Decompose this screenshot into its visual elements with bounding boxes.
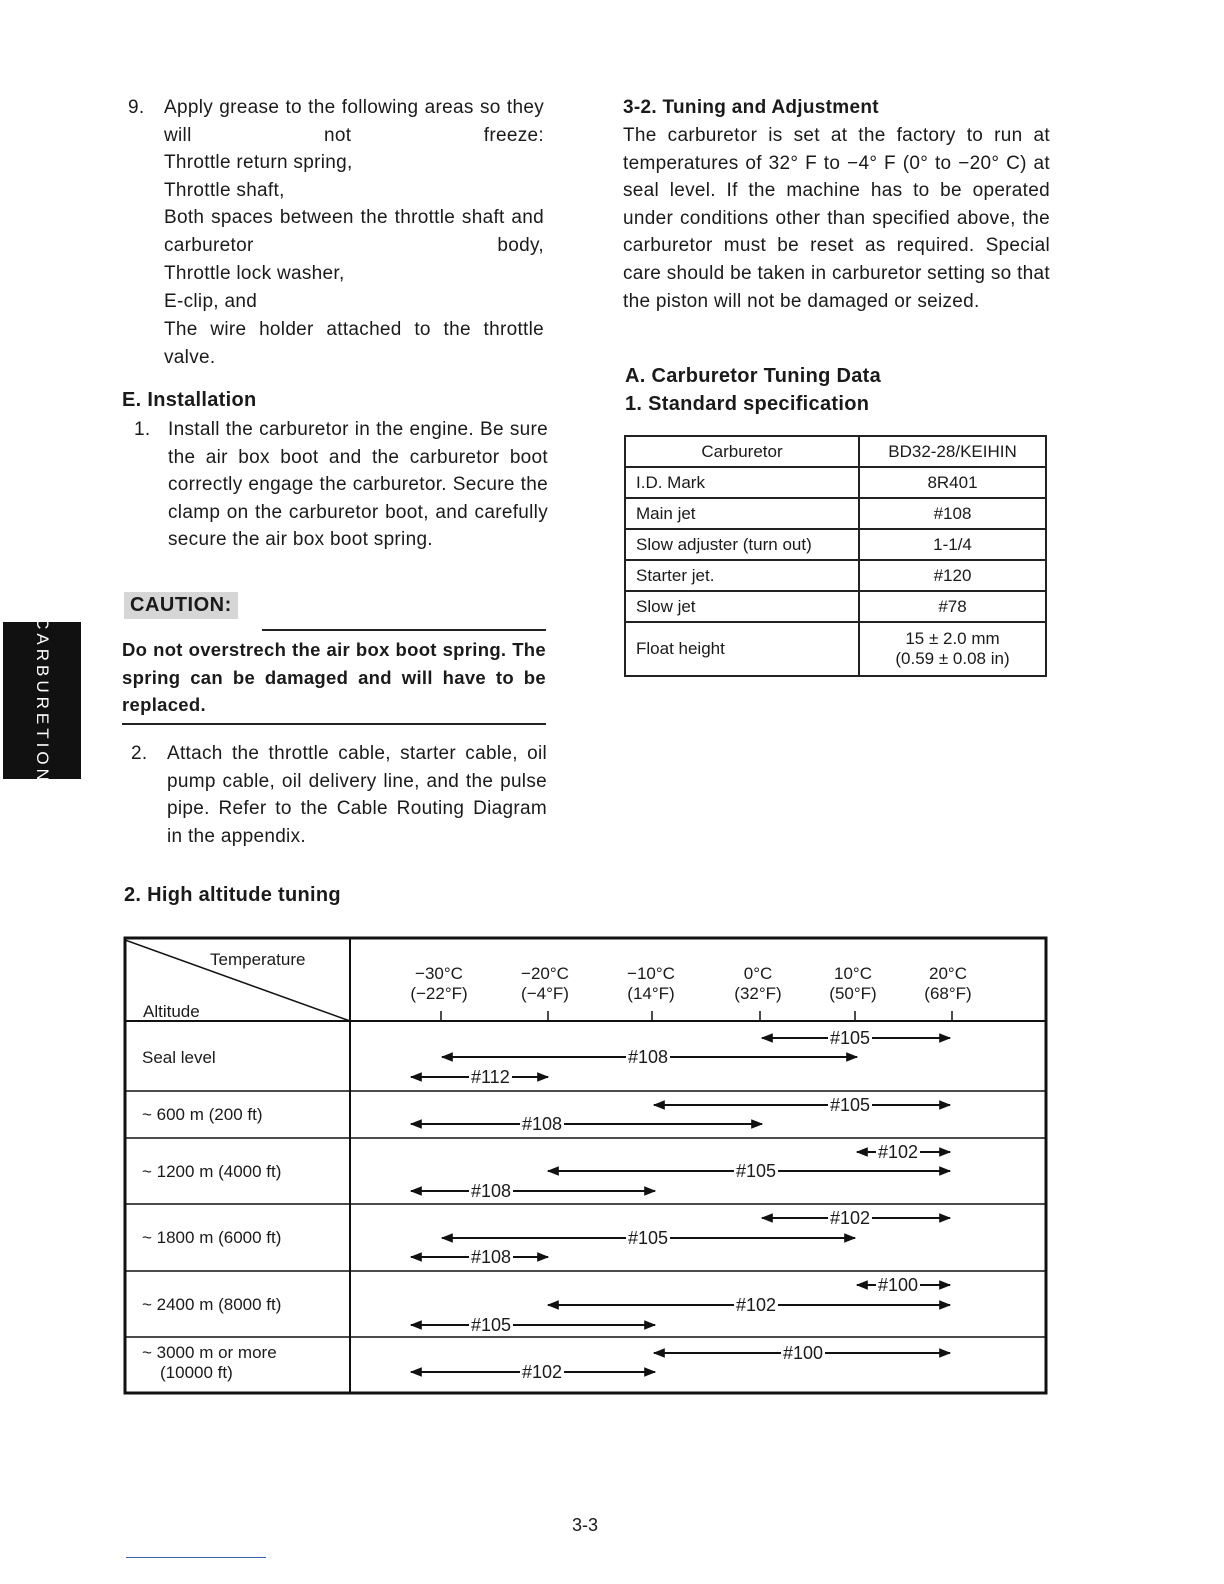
spec-label: Float height — [625, 622, 859, 676]
install-step-2-number: 2. — [131, 743, 148, 764]
jet-label: #102 — [522, 1362, 563, 1382]
spec-label: Slow jet — [625, 591, 859, 622]
altitude-label: ~ 1200 m (4000 ft) — [142, 1162, 282, 1181]
spec-value: 1-1/4 — [859, 529, 1046, 560]
high-altitude-heading: 2. High altitude tuning — [124, 884, 341, 906]
grease-item: Both spaces between the throttle shaft and carburetor body, — [164, 207, 544, 256]
temp-header — [611, 964, 691, 1004]
temp-celsius: 20°C — [929, 964, 967, 983]
temp-fahrenheit: (50°F) — [829, 984, 877, 1003]
altitude-label-line: ~ 3000 m or more — [142, 1343, 277, 1362]
footer-rule — [126, 1557, 266, 1558]
grease-item: E-clip, and — [164, 291, 258, 312]
spec-value: 15 ± 2.0 mm — [905, 629, 1000, 648]
temp-fahrenheit: (32°F) — [734, 984, 782, 1003]
jet-label: #102 — [736, 1295, 777, 1315]
corner-altitude-label: Altitude — [143, 1002, 200, 1021]
jet-label: #105 — [830, 1095, 871, 1115]
spec-value: #108 — [859, 498, 1046, 529]
jet-label: #112 — [471, 1067, 510, 1087]
temp-celsius: −20°C — [521, 964, 569, 983]
jet-label: #102 — [878, 1142, 919, 1162]
spec-value: #120 — [859, 560, 1046, 591]
spec-label: Starter jet. — [625, 560, 859, 591]
temp-fahrenheit: (−4°F) — [521, 984, 569, 1003]
jet-label: #108 — [471, 1181, 512, 1201]
temp-header — [908, 964, 988, 1004]
altitude-label-line: (10000 ft) — [160, 1363, 233, 1382]
temp-header — [399, 964, 479, 1004]
jet-label: #102 — [830, 1208, 871, 1228]
altitude-label: ~ 2400 m (8000 ft) — [142, 1295, 282, 1314]
temp-header — [813, 964, 893, 1004]
jet-label: #100 — [783, 1343, 824, 1363]
install-step-1-text: Install the carburetor in the engine. Be sure the air box boot and the carburetor boot correctly engage the carburetor. Secure the clamp on the carburetor boot, and carefully secure the air box boot spring. — [168, 419, 548, 551]
spec-value: 8R401 — [859, 467, 1046, 498]
grease-item: Throttle shaft, — [164, 180, 285, 201]
temp-celsius: −10°C — [627, 964, 675, 983]
jet-label: #105 — [736, 1161, 777, 1181]
spec-value-imperial: (0.59 ± 0.08 in) — [895, 649, 1010, 668]
grease-item: Throttle return spring, — [164, 152, 353, 173]
corner-temperature-label: Temperature — [210, 950, 306, 969]
install-step-2-text: Attach the throttle cable, starter cable, oil pump cable, oil delivery line, and the pulse pipe. Refer to the Cable Routing Diagram in the appendix. — [167, 743, 547, 847]
temp-header — [718, 964, 798, 1004]
temp-celsius: 0°C — [743, 964, 773, 983]
altitude-label — [142, 1343, 277, 1383]
jet-label: #108 — [471, 1247, 512, 1267]
altitude-label: Seal level — [142, 1048, 216, 1067]
caution-text: Do not overstrech the air box boot spring. The spring can be damaged and will have to be replaced. — [122, 639, 546, 716]
temp-header — [505, 964, 585, 1004]
jet-label: #108 — [522, 1114, 563, 1134]
altitude-label: ~ 600 m (200 ft) — [142, 1105, 263, 1124]
step-9-intro: Apply grease to the following areas so they will not freeze: — [164, 97, 544, 146]
side-tab-label: CARBURETION — [33, 616, 52, 785]
jet-label: #100 — [878, 1275, 919, 1295]
temp-fahrenheit: (−22°F) — [410, 984, 468, 1003]
grease-item: The wire holder attached to the throttle valve. — [164, 319, 544, 368]
jet-label: #105 — [471, 1315, 512, 1335]
temp-celsius: 10°C — [834, 964, 872, 983]
spec-label: Carburetor — [625, 436, 859, 467]
installation-heading: E. Installation — [122, 389, 257, 411]
temp-fahrenheit: (68°F) — [924, 984, 972, 1003]
spec-label: Slow adjuster (turn out) — [625, 529, 859, 560]
temp-celsius: −30°C — [415, 964, 463, 983]
spec-label: Main jet — [625, 498, 859, 529]
temp-fahrenheit: (14°F) — [627, 984, 675, 1003]
jet-label: #105 — [628, 1228, 669, 1248]
step-9-number: 9. — [128, 97, 145, 118]
jet-label: #105 — [830, 1028, 871, 1048]
tuning-data-heading: A. Carburetor Tuning Data — [625, 365, 882, 387]
standard-spec-heading: 1. Standard specification — [625, 393, 870, 415]
grease-item: Throttle lock washer, — [164, 263, 345, 284]
spec-label: I.D. Mark — [625, 467, 859, 498]
tuning-paragraph: The carburetor is set at the factory to run at temperatures of 32° F to −4° F (0° to −20° C) at seal level. If the machine has to be operated under conditions other than specified above, the carburetor must be reset as required. Special care should be taken in carburetor setting so that the piston will not be damaged or seized. — [623, 125, 1050, 312]
spec-value: #78 — [859, 591, 1046, 622]
tuning-heading: 3-2. Tuning and Adjustment — [623, 97, 879, 118]
spec-value: BD32-28/KEIHIN — [859, 436, 1046, 467]
page-number: 3-3 — [572, 1515, 599, 1535]
jet-label: #108 — [628, 1047, 669, 1067]
altitude-label: ~ 1800 m (6000 ft) — [142, 1228, 282, 1247]
caution-badge: CAUTION: — [124, 592, 238, 619]
install-step-1-number: 1. — [134, 419, 151, 440]
